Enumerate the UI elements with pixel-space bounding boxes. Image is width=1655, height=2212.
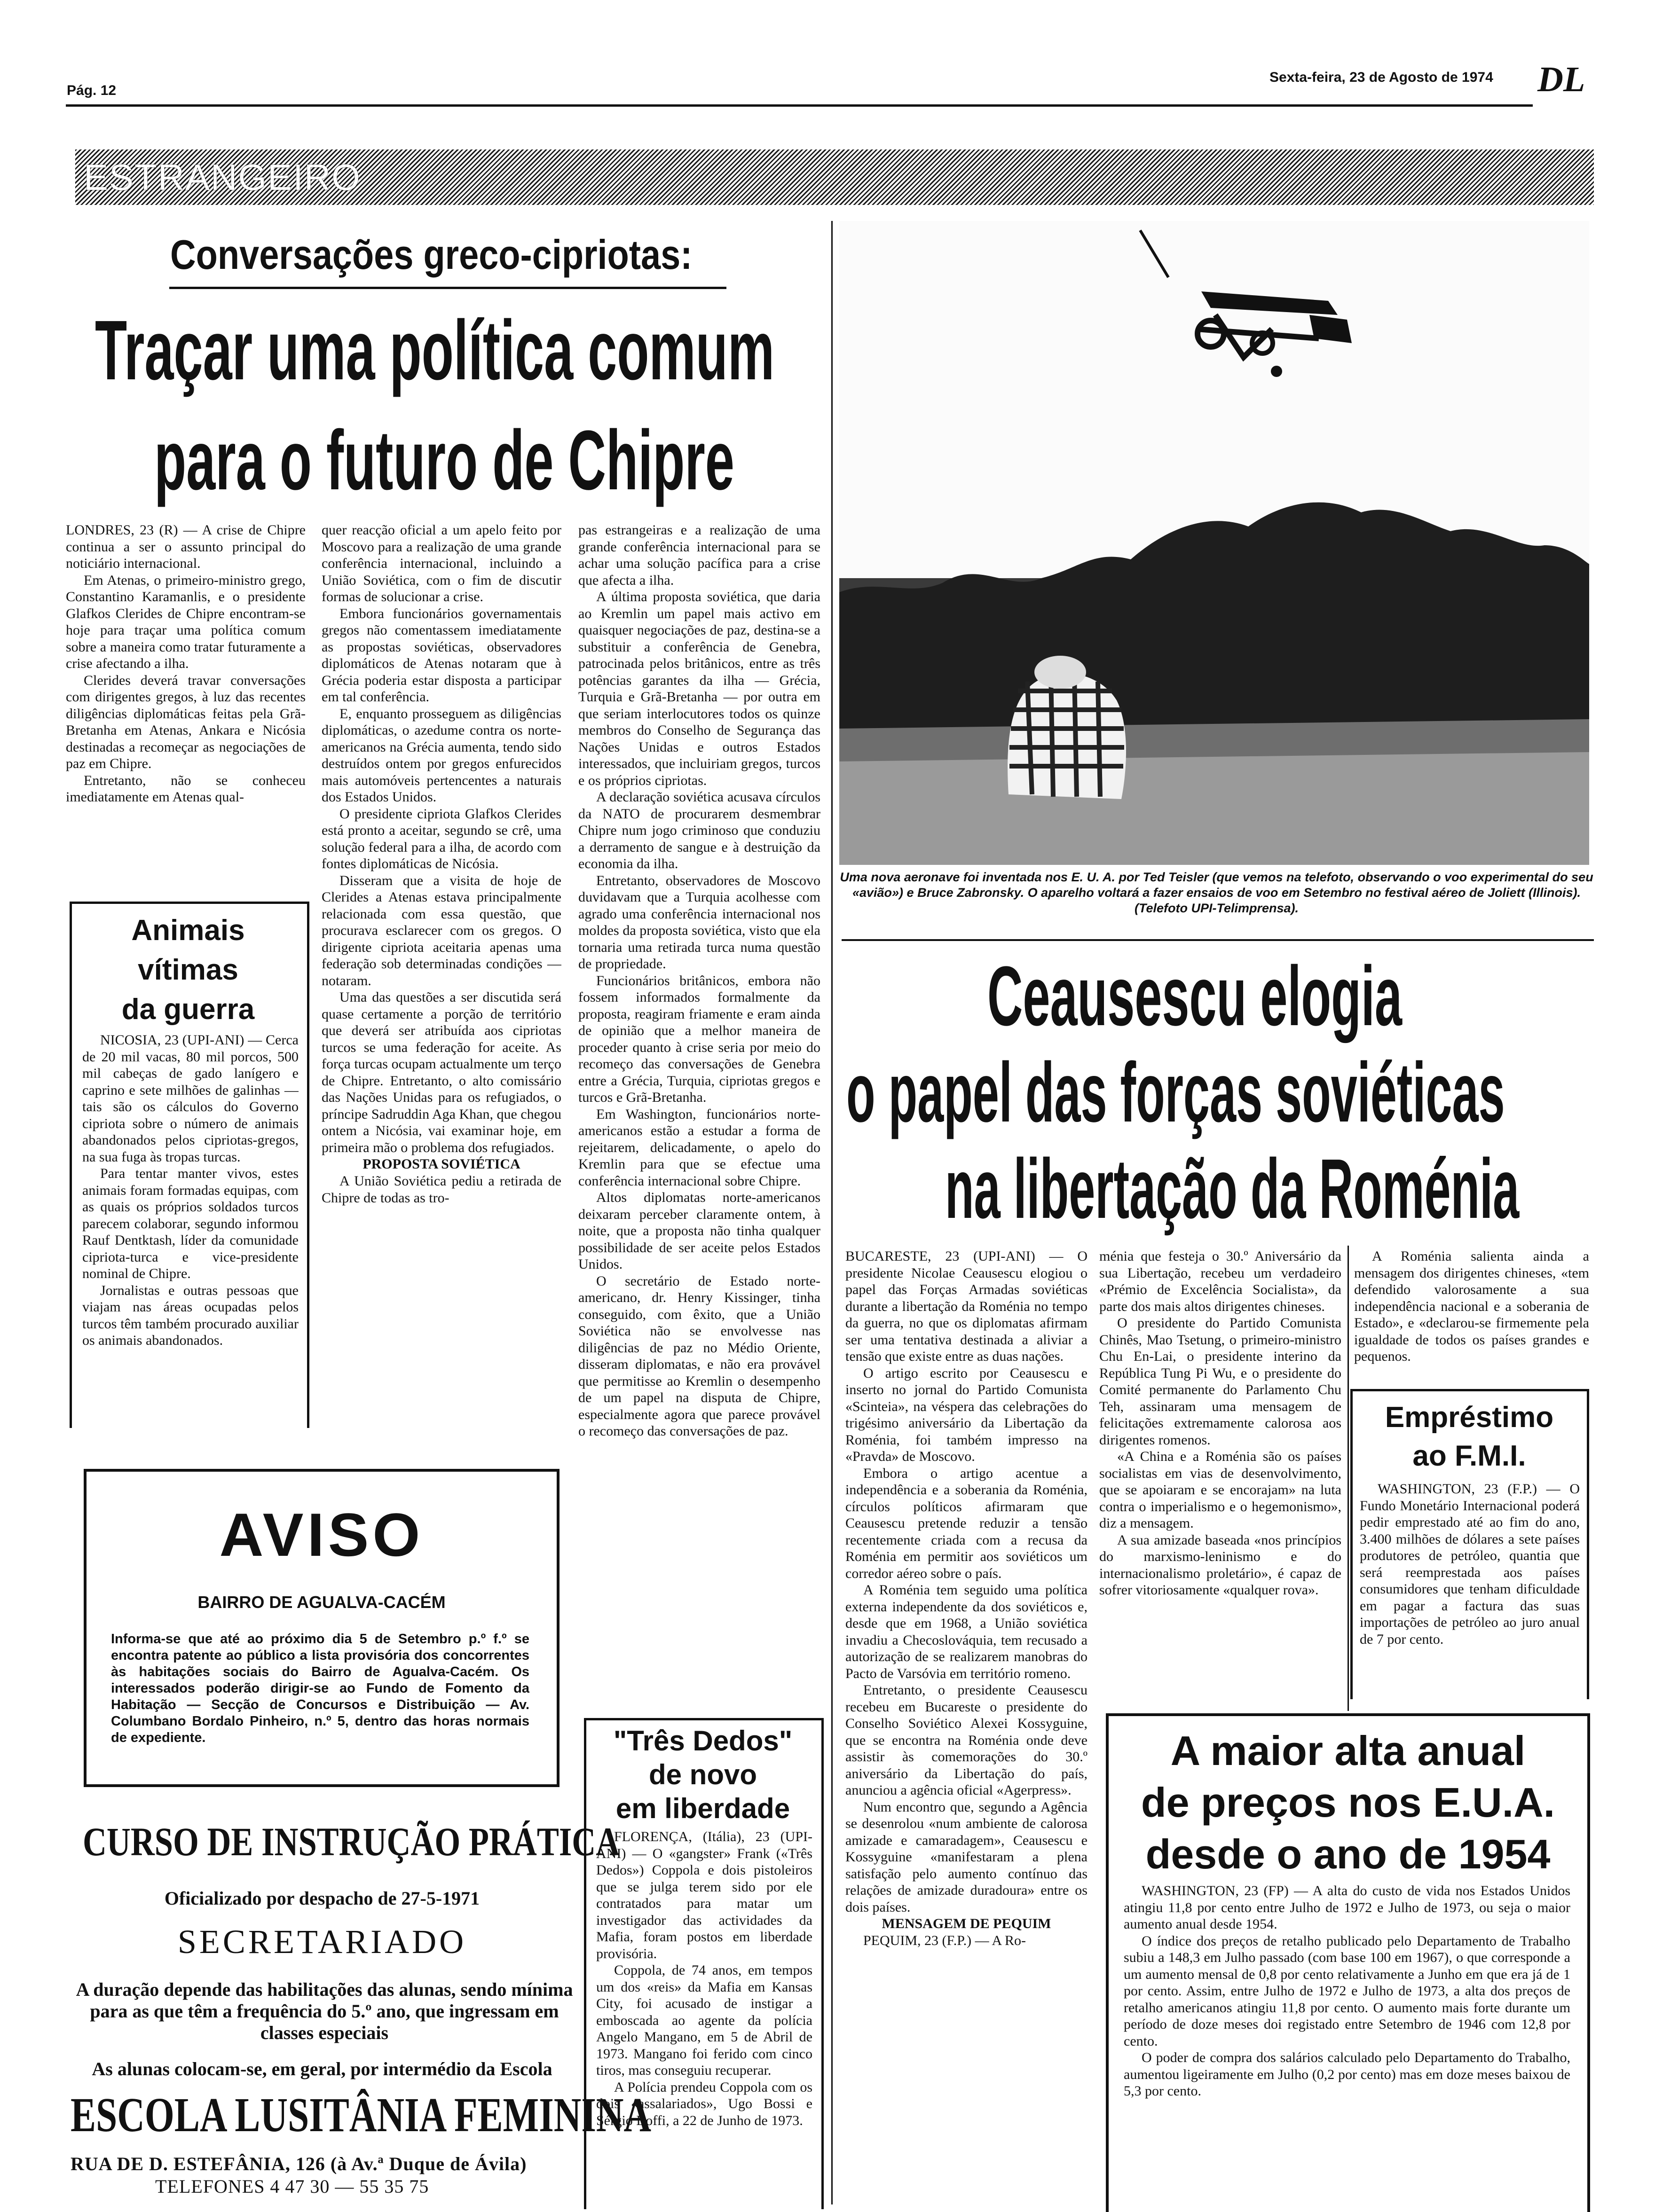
article1-column-2	[322, 522, 561, 1429]
article-kicker: Conversações greco-cipriotas:	[170, 231, 693, 278]
paragraph: A Polícia prendeu Coppola com os dois «assalariados», Ugo Bossi e Sérgio Boffi, a 22 de Junho de 1973.	[596, 2079, 812, 2128]
paragraph: Em Washington, funcionários norte-americanos estão a estudar a forma de rejeitarem, delicadamente, o apelo do Kremlin para que se efectue uma conferência internacional sobre Chipre.	[578, 1106, 820, 1189]
paragraph: WASHINGTON, 23 (F.P.) — O Fundo Monetário Internacional poderá pedir emprestado até ao fim do ano, 3.400 milhões de dólares a sete países produtores de petróleo, quantia que será reemprestada aos países consumidores que tenham dificuldade em pagar a factura das suas importações de petróleo ao juro anual de 7 por cento.	[1360, 1481, 1580, 1647]
paragraph: NICOSIA, 23 (UPI-ANI) — Cerca de 20 mil vacas, 80 mil porcos, 500 mil cabeças de gado lanígero e caprino e sete milhões de galinhas — tais são os cálculos do Governo cipriota sobre o número de animais abandonados pelos cipriotas-gregos, na sua fuga às tropas turcas.	[82, 1032, 299, 1165]
animais-title-line1: Animais	[131, 914, 245, 947]
article-headline-line2: para o futuro de Chipre	[154, 413, 734, 508]
emprestimo-title-line1: Empréstimo	[1385, 1401, 1554, 1434]
paragraph: Coppola, de 74 anos, em tempos um dos «reis» da Mafia em Kansas City, foi acusado de instigar a emboscada ao agente da polícia Angelo Mangano, em 5 de Abril de 1973. Mangano foi ferido com cinco tiros, mas conseguiu recuperar.	[596, 1962, 812, 2078]
paragraph: WASHINGTON, 23 (FP) — A alta do custo de vida nos Estados Unidos atingiu 11,8 por cento entre Julho de 1972 e Julho de 1973, ou seja o maior aumento anual desde 1954.	[1124, 1883, 1570, 1932]
paragraph: Entretanto, não se conheceu imediatamente em Atenas qual-	[66, 772, 306, 805]
news-photo	[839, 221, 1589, 865]
kicker-underline	[169, 287, 726, 289]
paragraph: A União Soviética pediu a retirada de Chipre de todas as tro-	[322, 1173, 561, 1206]
precos-title-line3: desde o ano de 1954	[1145, 1831, 1551, 1877]
paragraph: Funcionários britânicos, embora não fossem informados formalmente da proposta, reagiram friamente e eram ainda de opinião que a melhor maneira de proceder quanto à crise seria por meio do recomeço das conversações de Genebra entre a Grécia, Turquia, cipriotas gregos e turcos e Grã-Bretanha.	[578, 973, 820, 1105]
paragraph: A sua amizade baseada «nos princípios do marxismo-leninismo e do internacionalismo proletário», é capaz de sofrer vitoriosamente «qualquer rova».	[1099, 1532, 1341, 1598]
aviso-subtitle: BAIRRO DE AGUALVA-CACÉM	[197, 1592, 446, 1612]
article1-column-3	[578, 522, 820, 1687]
paragraph: A Roménia tem seguido uma política externa independente da dos soviéticos e, desde que em 1968, a União soviética invadiu a Checoslováquia, tem recusado a autorização de se realizarem manobras do Pacto de Varsóvia em território romeno.	[845, 1582, 1088, 1681]
subheading: MENSAGEM DE PEQUIM	[882, 1916, 1051, 1931]
emprestimo-body	[1360, 1481, 1580, 1697]
aviso-text: Informa-se que até ao próximo dia 5 de Setembro p.º f.º se encontra patente ao público a lista provisória dos concorrentes às habitações sociais do Bairro de Agualva-Cacém. Os interessados poderão dirigir-se ao Fundo de Fomento da Habitação — Secção de Concursos e Distribuição — Av. Columbano Bordalo Pinheiro, n.º 5, dentro das horas normais de expediente.	[111, 1632, 529, 1745]
paragraph: quer reacção oficial a um apelo feito por Moscovo para a realização de uma grande conferência internacional, incluindo a União Soviética, com o fim de discutir formas de solucionar a crise.	[322, 522, 561, 604]
paragraph: Num encontro que, segundo a Agência se desenrolou «num ambiente de calorosa amizade e camaradagem», Ceausescu e Kossyguine «manifestaram a plena satisfação pelo aumento contínuo das relações de amizade duradoura» entre os dois países.	[845, 1799, 1088, 1915]
article-headline-line1: Traçar uma política comum	[95, 303, 775, 398]
emprestimo-title-line2: ao F.M.I.	[1412, 1440, 1526, 1472]
page-date: Sexta-feira, 23 de Agosto de 1974	[1269, 70, 1493, 85]
section-banner	[75, 149, 1594, 205]
newspaper-logo: DL	[1537, 60, 1585, 99]
paragraph: O presidente cipriota Glafkos Clerides está pronto a aceitar, segundo se crê, uma solução federal para a ilha, de acordo com fontes diplomáticas de Nicósia.	[322, 806, 561, 871]
tres-dedos-body	[596, 1828, 812, 2207]
ceausescu-headline-line2: o papel das forças soviéticas	[846, 1045, 1505, 1140]
tres-dedos-title	[585, 1724, 820, 1826]
paragraph: O índice dos preços de retalho publicado pelo Departamento de Trabalho subiu a 148,3 em Julho passado (com base 100 em 1967), o que corresponde a um aumento mensal de 0,8 por cento relativamente a Junho em que era já de 1 por cento. Assim, entre Julho de 1972 e Julho de 1973, a alta dos preços de retalho americanos atingiu 11,8 por cento. O aumento mais forte durante um período de doze meses doi registado entre Setembro de 1946 com 12,8 por cento.	[1124, 1933, 1570, 2049]
paragraph: O artigo escrito por Ceausescu e inserto no jornal do Partido Comunista «Scinteia», na véspera das celebrações do trigésimo aniversário da Libertação da Roménia, foi também impresso na «Pravda» de Moscovo.	[845, 1365, 1088, 1464]
column-divider	[1348, 1246, 1349, 1711]
paragraph: Clerides deverá travar conversações com dirigentes gregos, à luz das recentes diligências diplomáticas feitas pela Grã-Bretanha em Atenas, Ankara e Nicósia destinadas a recomeçar as negociações de paz em Chipre.	[66, 672, 306, 771]
animais-title	[71, 911, 306, 1029]
paragraph: ménia que festeja o 30.º Aniversário da sua Libertação, recebeu um verdadeiro «Prémio de Excelência Socialista», da parte dos mais altos dirigentes chineses.	[1099, 1248, 1341, 1314]
animais-title-line2: vítimas	[138, 954, 238, 986]
article1-column-1	[66, 522, 306, 884]
tres-dedos-title-line1: "Três Dedos"	[613, 1725, 793, 1757]
ceausescu-column-2	[1099, 1248, 1341, 1699]
paragraph: Jornalistas e outras pessoas que viajam nas áreas ocupadas pelos turcos têm também procurado auxiliar os animais abandonados.	[82, 1282, 299, 1348]
curso-line2: SECRETARIADO	[177, 1923, 467, 1961]
paragraph: Disseram que a visita de hoje de Clerides a Atenas estava principalmente relacionada com essa questão, que procurava esclarecer com os gregos. O dirigente cipriota aceitaria apenas uma federação sob determinadas condições — notaram.	[322, 872, 561, 988]
column-divider	[831, 221, 833, 2204]
aviso-title: AVISO	[219, 1500, 424, 1569]
paragraph: E, enquanto prosseguem as diligências diplomáticas, o azedume contra os norte-americanos na Grécia aumenta, tendo sido destruídos ontem por gregos enfurecidos mais automóveis pertencentes a naturais dos Estados Unidos.	[322, 706, 561, 805]
paragraph: «A China e a Roménia são os países socialistas em vias de desenvolvimento, que se apoiaram e se encorajam» na luta contra o imperialismo e o hegemonismo», diz a mensagem.	[1099, 1449, 1341, 1531]
paragraph: BUCARESTE, 23 (UPI-ANI) — O presidente Nicolae Ceausescu elogiou o papel das Forças Armadas soviéticas durante a libertação da Roménia no tempo da guerra, no que os diplomatas afirmam ser uma tentativa destinada a aliviar a tensão que existe entre as duas nações.	[845, 1248, 1088, 1364]
precos-body	[1124, 1883, 1570, 2207]
subheading: PROPOSTA SOVIÉTICA	[363, 1156, 520, 1172]
paragraph: Embora o artigo acentue a independência e a soberania da Roménia, círculos políticos afirmaram que Ceausescu pretende reduzir a tensão recentemente criada com a recusa da Roménia em permitir aos soviéticos um corredor aéreo sobre o país.	[845, 1465, 1088, 1581]
paragraph: O presidente do Partido Comunista Chinês, Mao Tsetung, o primeiro-ministro Chu En-Lai, o presidente interino da República Tung Pi Wu, e o presidente do Comité permanente do Parlamento Chu Teh, assinaram uma mensagem de felicitações extremamente calorosa aos dirigentes romenos.	[1099, 1315, 1341, 1448]
paragraph: A declaração soviética acusava círculos da NATO de procurarem desmembrar Chipre num jogo criminoso que conduziu a derramento de sangue e à destruição da economia da ilha.	[578, 789, 820, 871]
paragraph: Altos diplomatas norte-americanos deixaram perceber claramente ontem, à noite, que a proposta não tinha qualquer possibilidade de ser aceite pelos Estados Unidos.	[578, 1190, 820, 1272]
photo-caption: Uma nova aeronave foi inventada nos E. U. A. por Ted Teisler (que vemos na telefoto, observando o voo experimental do seu «avião») e Bruce Zabronsky. O aparelho voltará a fazer ensaios de voo em Setembro no festival aéreo de Joliett (Illinois). (Telefoto UPI-Telimprensa).	[840, 870, 1593, 915]
precos-title-line2: de preços nos E.U.A.	[1141, 1779, 1555, 1826]
paragraph: Entretanto, observadores de Moscovo duvidavam que a Turquia acolhesse com agrado uma conferência internacional nos moldes da proposta soviética, visto que ela tornaria uma retirada turca numa questão de propriedade.	[578, 872, 820, 972]
emprestimo-title	[1352, 1398, 1587, 1475]
paragraph: Uma das questões a ser discutida será quase certamente a porção de território que deverá ser atribuída aos cipriotas turcos se uma federação for aceite. As força turcas ocupam actualmente um terço de Chipre. Entretanto, o alto comissário das Nações Unidas para os refugiados, o príncipe Sadruddin Aga Khan, que chegou ontem a Nicósia, vai examinar hoje, em primeira mão o problema dos refugiados.	[322, 989, 561, 1155]
paragraph: Embora funcionários governamentais gregos não comentassem imediatamente as propostas soviéticas, observadores diplomáticos de Atenas notaram que à Grécia poderia estar disposta a participar em tal conferência.	[322, 605, 561, 705]
tres-dedos-title-line2: de novo	[648, 1759, 757, 1790]
section-label: ESTRANGEIRO	[84, 157, 361, 198]
curso-line4: As alunas colocam-se, em geral, por intermédio da Escola	[92, 2058, 552, 2079]
paragraph: A última proposta soviética, que daria ao Kremlin um papel mais activo em quaisquer negociações de paz, destina-se a substituir a conferência de Genebra, patrocinada pelos britânicos, entre as três potências garantes da ilha — Grécia, Turquia e Grã-Bretanha — por outra em que seriam interlocutores todos os quinze membros do Conselho de Segurança das Nações Unidas e outros Estados interessados, que incluiriam gregos, turcos e os próprios cipriotas.	[578, 589, 820, 788]
curso-line1: Oficializado por despacho de 27-5-1971	[164, 1888, 480, 1909]
paragraph: pas estrangeiras e a realização de uma grande conferência internacional para se achar uma solução pacífica para a crise que afecta a ilha.	[578, 522, 820, 588]
header-rule	[66, 104, 1533, 107]
paragraph: LONDRES, 23 (R) — A crise de Chipre continua a ser o assunto principal do noticiário internacional.	[66, 522, 306, 571]
caption-rule	[842, 939, 1594, 941]
animais-title-line3: da guerra	[121, 993, 255, 1026]
curso-line5: ESCOLA LUSITÂNIA FEMININA	[71, 2088, 652, 2142]
ceausescu-column-1	[845, 1248, 1088, 2209]
animais-body	[82, 1032, 299, 1427]
precos-title	[1109, 1725, 1587, 1880]
curso-line3: A duração depende das habilitações das alunas, sendo mínima para as que têm a frequência do 5.º ano, que ingressam em classes especiais	[76, 1979, 573, 2043]
paragraph: O secretário de Estado norte-americano, dr. Henry Kissinger, tinha conseguido, com êxito, que a União Soviética não se envolvesse nas diligências de paz no Médio Oriente, disseram diplomatas, e não era provável que permitisse ao Kremlin o desempenho de um papel na disputa de Chipre, especialmente agora que parece provável o recomeço das conversações de paz.	[578, 1273, 820, 1439]
curso-line6: RUA DE D. ESTEFÂNIA, 126 (à Av.ª Duque de Ávila)	[71, 2153, 527, 2174]
tres-dedos-title-line3: em liberdade	[615, 1793, 790, 1824]
precos-title-line1: A maior alta anual	[1170, 1727, 1526, 1774]
paragraph: Em Atenas, o primeiro-ministro grego, Constantino Karamanlis, e o presidente Glafkos Clerides de Chipre encontram-se hoje para traçar uma política comum sobre a maneira como tratar futuramente a crise afectando a ilha.	[66, 572, 306, 671]
paragraph: PEQUIM, 23 (F.P.) — A Ro-	[863, 1933, 1026, 1948]
paragraph: A Roménia salienta ainda a mensagem dos dirigentes chineses, «tem defendido valorosamente a sua independência nacional e a soberania de Estado», e «declarou-se firmemente pela igualdade de todos os países grandes e pequenos.	[1354, 1248, 1589, 1364]
ceausescu-headline-line1: Ceausescu elogia	[987, 949, 1402, 1043]
paragraph: Entretanto, o presidente Ceausescu recebeu em Bucareste o presidente do Conselho Soviético Alexei Kossyguine, que se encontra na Roménia onde deve assistir às comemorações do 30.º aniversário da Libertação do país, anunciou a agência oficial «Agerpress».	[845, 1682, 1088, 1798]
paragraph: Para tentar manter vivos, estes animais foram formadas equipas, com as quais os próprios soldados turcos parecem colaborar, segundo informou Rauf Dentktash, líder da comunidade cipriota-turca e vice-presidente nominal de Chipre.	[82, 1166, 299, 1281]
page-number: Pág. 12	[67, 83, 117, 98]
curso-line7: TELEFONES 4 47 30 — 55 35 75	[155, 2176, 429, 2197]
ceausescu-column-3	[1354, 1248, 1589, 1375]
paragraph: FLORENÇA, (Itália), 23 (UPI-ANI) — O «gangster» Frank («Três Dedos») Coppola e dois pistoleiros que se julga terem sido por ele contratados para matar um investigador das actividades da Mafia, foram postos em liberdade provisória.	[596, 1829, 812, 1961]
photo-illustration	[839, 221, 1589, 865]
ceausescu-headline-line3: na libertação da Roménia	[945, 1142, 1520, 1236]
curso-title: CURSO DE INSTRUÇÃO PRÁTICA	[83, 1819, 620, 1864]
paragraph: O poder de compra dos salários calculado pelo Departamento do Trabalho, aumentou ligeiramente em Julho (0,2 por cento) mas em doze meses baixou de 5,3 por cento.	[1124, 2050, 1570, 2099]
